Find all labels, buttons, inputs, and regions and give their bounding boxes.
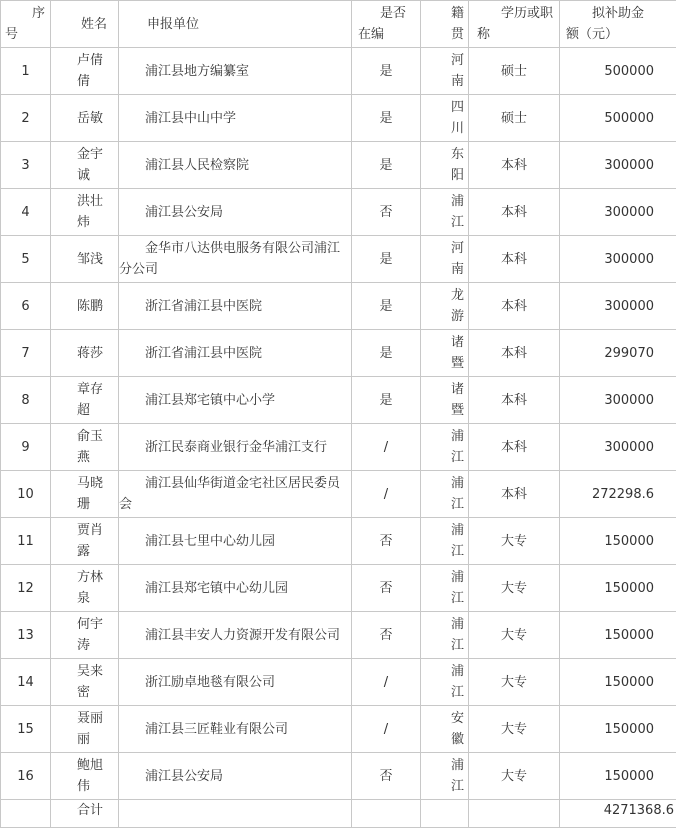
unit-cell: 浦江县人民检察院 (119, 142, 352, 189)
table-row (1, 753, 676, 800)
edu-cell: 本科 (469, 236, 560, 283)
jiguan-cell: 诸暨 (421, 377, 469, 424)
seq-cell: 13 (1, 612, 51, 659)
name-cell: 蒋莎 (51, 330, 119, 377)
table-row (1, 706, 676, 753)
edu-cell: 大专 (469, 706, 560, 753)
jiguan-cell: 河南 (421, 48, 469, 95)
name-cell: 卢倩倩 (51, 48, 119, 95)
header-edu-line2: 称 (477, 27, 490, 42)
name-cell: 吴来密 (51, 659, 119, 706)
unit-cell: 浦江县郑宅镇中心幼儿园 (119, 565, 352, 612)
total-unit-cell (119, 800, 352, 828)
jiguan-cell: 浦江 (421, 518, 469, 565)
total-edu-cell (469, 800, 560, 828)
unit-cell: 浙江民泰商业银行金华浦江支行 (119, 424, 352, 471)
edu-cell: 大专 (469, 518, 560, 565)
name-cell: 洪壮炜 (51, 189, 119, 236)
seq-cell: 15 (1, 706, 51, 753)
header-name: 姓名 (51, 1, 119, 48)
bianzhi-cell: 是 (352, 48, 421, 95)
jiguan-cell: 浦江 (421, 471, 469, 518)
table-row (1, 377, 676, 424)
total-amount: 4271368.6 (560, 800, 676, 828)
table-body (1, 48, 676, 800)
name-cell: 岳敏 (51, 95, 119, 142)
edu-cell: 本科 (469, 142, 560, 189)
seq-cell: 11 (1, 518, 51, 565)
name-cell: 章存超 (51, 377, 119, 424)
bianzhi-cell: 否 (352, 565, 421, 612)
edu-cell: 大专 (469, 659, 560, 706)
amount-cell: 300000 (560, 377, 676, 424)
bianzhi-cell: 否 (352, 518, 421, 565)
total-seq-cell (1, 800, 51, 828)
table-row (1, 518, 676, 565)
amount-cell: 150000 (560, 612, 676, 659)
header-amount (560, 1, 676, 48)
jiguan-cell: 浦江 (421, 753, 469, 800)
header-jiguan-line1: 籍 (451, 6, 464, 21)
jiguan-cell: 龙游 (421, 283, 469, 330)
unit-cell: 浦江县丰安人力资源开发有限公司 (119, 612, 352, 659)
unit-cell: 浙江省浦江县中医院 (119, 283, 352, 330)
edu-cell: 硕士 (469, 48, 560, 95)
table-row (1, 236, 676, 283)
table-row (1, 48, 676, 95)
name-cell: 方林泉 (51, 565, 119, 612)
table-row (1, 565, 676, 612)
table-row (1, 283, 676, 330)
jiguan-cell: 诸暨 (421, 330, 469, 377)
unit-cell: 浙江励卓地毯有限公司 (119, 659, 352, 706)
name-cell: 金宇诚 (51, 142, 119, 189)
edu-cell: 本科 (469, 424, 560, 471)
jiguan-cell: 东阳 (421, 142, 469, 189)
seq-cell: 2 (1, 95, 51, 142)
bianzhi-cell: / (352, 659, 421, 706)
table-row (1, 659, 676, 706)
header-jiguan (421, 1, 469, 48)
amount-cell: 300000 (560, 424, 676, 471)
unit-cell: 浦江县郑宅镇中心小学 (119, 377, 352, 424)
header-bianzhi-line2: 在编 (358, 27, 384, 42)
total-bianzhi-cell (352, 800, 421, 828)
name-cell: 贾肖露 (51, 518, 119, 565)
bianzhi-cell: 是 (352, 236, 421, 283)
edu-cell: 本科 (469, 189, 560, 236)
header-unit: 申报单位 (119, 1, 352, 48)
seq-cell: 14 (1, 659, 51, 706)
name-cell: 邹浅 (51, 236, 119, 283)
table-row (1, 424, 676, 471)
amount-cell: 150000 (560, 753, 676, 800)
bianzhi-cell: 是 (352, 95, 421, 142)
jiguan-cell: 浦江 (421, 565, 469, 612)
bianzhi-cell: / (352, 706, 421, 753)
seq-cell: 4 (1, 189, 51, 236)
name-cell: 马晓珊 (51, 471, 119, 518)
jiguan-cell: 浦江 (421, 424, 469, 471)
amount-cell: 300000 (560, 189, 676, 236)
bianzhi-cell: 是 (352, 283, 421, 330)
jiguan-cell: 河南 (421, 236, 469, 283)
table-header-row (1, 1, 676, 48)
seq-cell: 6 (1, 283, 51, 330)
seq-cell: 9 (1, 424, 51, 471)
table-row (1, 142, 676, 189)
total-row (1, 800, 676, 828)
unit-cell: 浦江县中山中学 (119, 95, 352, 142)
unit-cell: 浦江县公安局 (119, 189, 352, 236)
seq-cell: 16 (1, 753, 51, 800)
header-seq-line1: 序 (32, 6, 45, 21)
seq-cell: 5 (1, 236, 51, 283)
amount-cell: 150000 (560, 565, 676, 612)
jiguan-cell: 安徽 (421, 706, 469, 753)
table-row (1, 95, 676, 142)
amount-cell: 150000 (560, 659, 676, 706)
amount-cell: 150000 (560, 518, 676, 565)
unit-cell: 浦江县七里中心幼儿园 (119, 518, 352, 565)
bianzhi-cell: / (352, 424, 421, 471)
unit-cell: 金华市八达供电服务有限公司浦江分公司 (119, 236, 352, 283)
amount-cell: 300000 (560, 142, 676, 189)
unit-cell: 浦江县公安局 (119, 753, 352, 800)
unit-cell: 浦江县三匠鞋业有限公司 (119, 706, 352, 753)
edu-cell: 本科 (469, 377, 560, 424)
name-cell: 聂丽丽 (51, 706, 119, 753)
unit-cell: 浦江县地方编纂室 (119, 48, 352, 95)
amount-cell: 272298.6 (560, 471, 676, 518)
amount-cell: 500000 (560, 95, 676, 142)
header-bianzhi-line1: 是否 (358, 3, 414, 24)
bianzhi-cell: 是 (352, 142, 421, 189)
bianzhi-cell: 否 (352, 612, 421, 659)
name-cell: 鲍旭伟 (51, 753, 119, 800)
amount-cell: 500000 (560, 48, 676, 95)
unit-cell: 浦江县仙华街道金宅社区居民委员会 (119, 471, 352, 518)
table-row (1, 330, 676, 377)
edu-cell: 本科 (469, 283, 560, 330)
name-cell: 陈鹏 (51, 283, 119, 330)
seq-cell: 10 (1, 471, 51, 518)
bianzhi-cell: 是 (352, 377, 421, 424)
edu-cell: 大专 (469, 565, 560, 612)
edu-cell: 大专 (469, 753, 560, 800)
header-seq-line2: 号 (1, 24, 45, 45)
header-seq (1, 1, 51, 48)
amount-cell: 150000 (560, 706, 676, 753)
name-cell: 俞玉燕 (51, 424, 119, 471)
total-label: 合计 (51, 800, 119, 828)
header-jiguan-line2: 贯 (451, 27, 464, 42)
bianzhi-cell: 否 (352, 189, 421, 236)
name-cell: 何宇涛 (51, 612, 119, 659)
jiguan-cell: 四川 (421, 95, 469, 142)
jiguan-cell: 浦江 (421, 659, 469, 706)
amount-cell: 299070 (560, 330, 676, 377)
seq-cell: 7 (1, 330, 51, 377)
bianzhi-cell: 否 (352, 753, 421, 800)
header-edu-line1: 学历或职 (477, 3, 559, 24)
jiguan-cell: 浦江 (421, 612, 469, 659)
seq-cell: 12 (1, 565, 51, 612)
seq-cell: 3 (1, 142, 51, 189)
header-amount-line2: 额（元） (566, 27, 618, 42)
edu-cell: 本科 (469, 330, 560, 377)
seq-cell: 1 (1, 48, 51, 95)
edu-cell: 本科 (469, 471, 560, 518)
table-row (1, 471, 676, 518)
bianzhi-cell: 是 (352, 330, 421, 377)
edu-cell: 大专 (469, 612, 560, 659)
header-bianzhi (352, 1, 421, 48)
edu-cell: 硕士 (469, 95, 560, 142)
jiguan-cell: 浦江 (421, 189, 469, 236)
table-row (1, 612, 676, 659)
table-row (1, 189, 676, 236)
amount-cell: 300000 (560, 283, 676, 330)
header-edu (469, 1, 560, 48)
unit-cell: 浙江省浦江县中医院 (119, 330, 352, 377)
bianzhi-cell: / (352, 471, 421, 518)
header-amount-line1: 拟补助金 (566, 3, 676, 24)
seq-cell: 8 (1, 377, 51, 424)
amount-cell: 300000 (560, 236, 676, 283)
total-jiguan-cell (421, 800, 469, 828)
